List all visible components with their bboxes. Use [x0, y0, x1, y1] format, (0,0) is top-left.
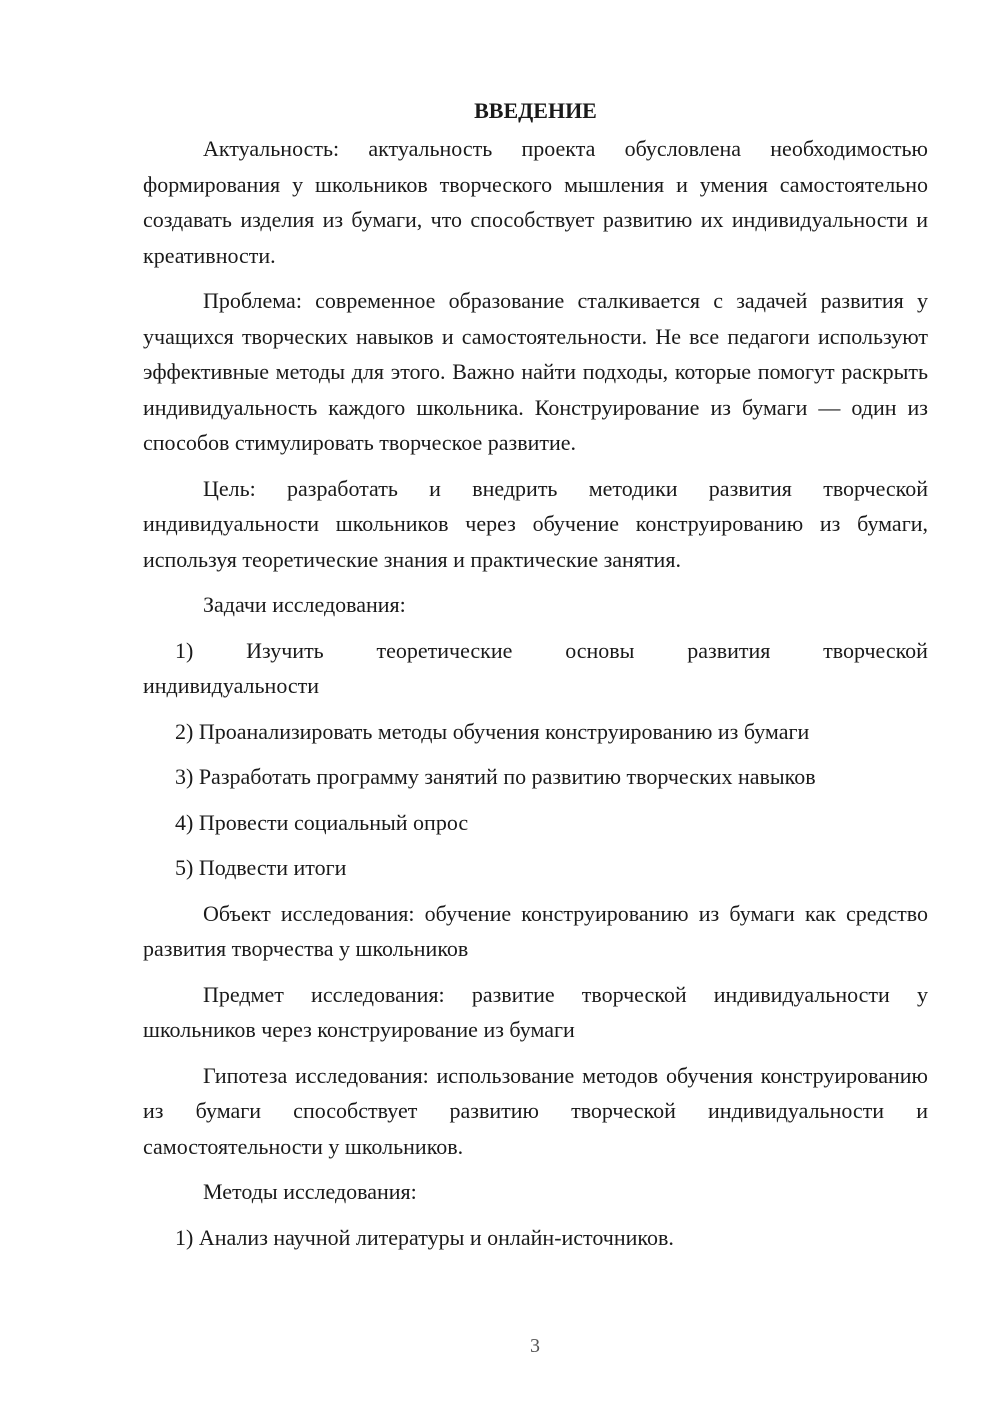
task-item-1	[143, 633, 928, 704]
document-body	[143, 96, 928, 1265]
task-item-2: 2) Проанализировать методы обучения конструированию из бумаги	[175, 718, 810, 744]
section-title: ВВЕДЕНИЕ	[474, 98, 597, 123]
task-word: творческой	[823, 637, 928, 663]
task-word: развития	[687, 637, 771, 663]
task-item-5: 5) Подвести итоги	[175, 855, 347, 880]
task-item-3: 3) Разработать программу занятий по развитию творческих навыков	[175, 764, 816, 789]
problem-paragraph: Проблема: современное образование сталкивается с задачей развития у учащихся творческих навыков и самостоятельности. Не все педагоги используют эффективные методы для этого. Важно найти подходы, которые помогут раскрыть индивидуальность каждого школьника. Конструирование из бумаги — один из способов стимулировать творческое развитие.	[143, 288, 928, 455]
goal-paragraph: Цель: разработать и внедрить методики развития творческой индивидуальности школьников через обучение конструированию из бумаги, используя теоретические знания и практические занятия.	[143, 475, 928, 572]
task-word: 1)	[175, 637, 194, 663]
task-item-1-continuation: индивидуальности	[143, 673, 320, 698]
object-paragraph: Объект исследования: обучение конструированию из бумаги как средство развития творчества у школьников	[143, 900, 928, 961]
task-word: основы	[565, 637, 635, 663]
page-number: 3	[530, 1335, 540, 1357]
relevance-paragraph: Актуальность: актуальность проекта обусловлена необходимостью формирования у школьников творческого мышления и умения самостоятельно создавать изделия из бумаги, что способствует развитию их индивидуальности и креативности.	[143, 136, 928, 268]
task-item-1-first-line	[143, 633, 928, 669]
methods-heading: Методы исследования:	[203, 1179, 417, 1204]
tasks-heading: Задачи исследования:	[203, 592, 406, 617]
task-word: Изучить	[246, 637, 324, 663]
hypothesis-paragraph: Гипотеза исследования: использование методов обучения конструированию из бумаги способствует развитию творческой индивидуальности и самостоятельности у школьников.	[143, 1062, 928, 1159]
task-item-4: 4) Провести социальный опрос	[175, 809, 469, 835]
task-word: теоретические	[376, 637, 513, 663]
method-item-1: 1) Анализ научной литературы и онлайн-источников.	[175, 1224, 674, 1250]
subject-paragraph: Предмет исследования: развитие творческой индивидуальности у школьников через конструирование из бумаги	[143, 981, 928, 1042]
